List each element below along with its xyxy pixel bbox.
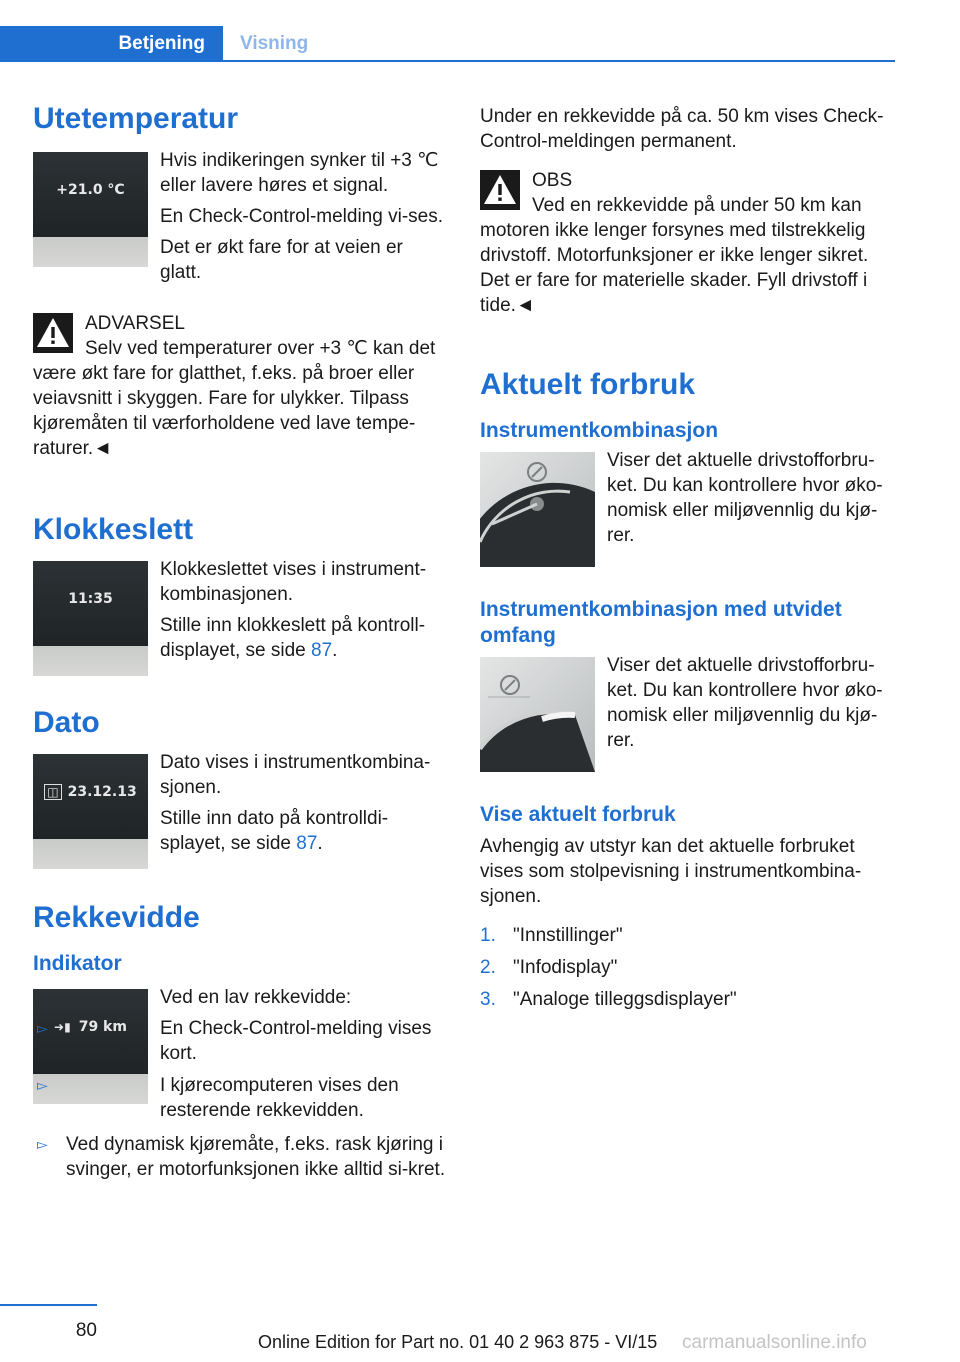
range-intro: Ved en lav rekkevidde: [160, 987, 352, 1008]
consumption-sub3-text: Avhengig av utstyr kan det aktuelle forbruket vises som stolpevisning i instrumentkombina-sjonen. [480, 836, 862, 907]
clock-p1: Klokkeslettet vises i instrument-kombinasjonen. [160, 559, 427, 605]
list-item [480, 955, 896, 980]
fuel-pump-icon: ➜▮ [54, 1020, 71, 1034]
tab-visning[interactable]: Visning [240, 33, 309, 54]
consumption-sub1-text: Viser det aktuelle drivstofforbru-ket. Du kan kontrollere hvor øko-nomisk eller miljøvennlig du kjø-rer. [607, 450, 883, 546]
outside-temp-p3: Det er økt fare for at veien er glatt. [160, 237, 403, 283]
footer-rule [0, 1304, 97, 1306]
extended-gauge-image [480, 657, 595, 772]
note-label: OBS [532, 170, 573, 191]
clock-page-link[interactable]: 87 [311, 640, 333, 661]
outside-temp-p1: Hvis indikeringen synker til +3 ℃ eller lavere høres et signal. [160, 150, 439, 196]
step-number: 3. [480, 989, 496, 1010]
caution-triangle-icon [480, 170, 520, 210]
warning-triangle-icon [33, 313, 73, 353]
warning-block [33, 311, 449, 461]
clock-p2-text: Stille inn klokkeslett på kontroll-displayet, se side [160, 615, 426, 661]
section-title-range: Rekkevidde [33, 901, 200, 934]
step-text: "Analoge tilleggsdisplayer" [513, 989, 737, 1010]
date-p2-text: Stille inn dato på kontrolldi-splayet, se side [160, 808, 389, 854]
consumption-gauge-image [480, 452, 595, 567]
edition-note: Online Edition for Part no. 01 40 2 963 875 - VI/15 [258, 1332, 658, 1352]
date-p2-end: . [317, 833, 323, 854]
range-readout-text: 79 km [78, 1019, 127, 1035]
consumption-sub3: Vise aktuelt forbruk [480, 803, 676, 826]
clock-p2-end: . [332, 640, 338, 661]
page-number: 80 [75, 1320, 97, 1341]
consumption-sub2-text: Viser det aktuelle drivstofforbru-ket. Du kan kontrollere hvor øko-nomisk eller miljøvennlig du kjø-rer. [607, 655, 883, 751]
date-page-link[interactable]: 87 [296, 833, 318, 854]
right-column [480, 100, 896, 1019]
note-text: Ved en rekkevidde på under 50 km kan motoren ikke lenger forsynes med tilstrekkelig drivstoff. Motorfunksjoner er ikke lenger sikret. Det er fare for materielle skader. Fyll drivstoff i tide.◄ [480, 195, 869, 316]
section-title-clock: Klokkeslett [33, 513, 194, 546]
date-readout-text: 23.12.13 [67, 784, 137, 800]
clock-readout: 11:35 [68, 591, 113, 607]
date-p1: Dato vises i instrumentkombina-sjonen. [160, 752, 431, 798]
section-title-consumption: Aktuelt forbruk [480, 368, 696, 401]
list-item [480, 987, 896, 1012]
step-text: "Innstillinger" [513, 925, 623, 946]
header-tabs [0, 26, 895, 62]
left-column [33, 100, 449, 1189]
outside-temp-readout: +21.0 °C [56, 182, 125, 198]
list-item: ▻ I kjørecomputeren vises den resterende rekkevidden. [33, 1073, 449, 1123]
list-item: ▻ Ved dynamisk kjøremåte, f.eks. rask kjøring i svinger, er motorfunksjonen ikke alltid si-kret. [33, 1132, 449, 1182]
range-continued: Under en rekkevidde på ca. 50 km vises Check-Control-meldingen permanent. [480, 106, 884, 152]
consumption-sub1: Instrumentkombinasjon [480, 419, 719, 442]
watermark: carmanualsonline.info [682, 1332, 867, 1353]
section-title-date: Dato [33, 706, 100, 739]
step-text: "Infodisplay" [513, 957, 618, 978]
note-block [480, 168, 896, 318]
range-bullets-outer [33, 1132, 449, 1182]
step-number: 2. [480, 957, 496, 978]
warning-text: Selv ved temperaturer over +3 ℃ kan det være økt fare for glatthet, f.eks. på broer eller veiavsnitt i skyggen. Fare for ulykker. Tilpass kjøremåten til værforholdene ved lave tempe-raturer.◄ [33, 338, 436, 459]
outside-temp-display-image [33, 152, 148, 267]
date-display-image [33, 754, 148, 869]
list-item: ▻ En Check-Control-melding vises kort. [33, 1016, 449, 1066]
date-readout [33, 784, 148, 800]
clock-display-image [33, 561, 148, 676]
list-item [480, 923, 896, 948]
tab-betjening[interactable]: Betjening [0, 26, 223, 62]
steps-list [480, 923, 896, 1012]
consumption-sub2: Instrumentkombinasjon med utvidet omfang [480, 598, 842, 647]
range-subtitle: Indikator [33, 952, 122, 975]
step-number: 1. [480, 925, 496, 946]
outside-temp-p2: En Check-Control-melding vi-ses. [160, 206, 443, 227]
calendar-icon: ◫ [44, 784, 61, 800]
warning-label: ADVARSEL [85, 313, 185, 334]
section-title-outside-temp: Utetemperatur [33, 102, 239, 135]
